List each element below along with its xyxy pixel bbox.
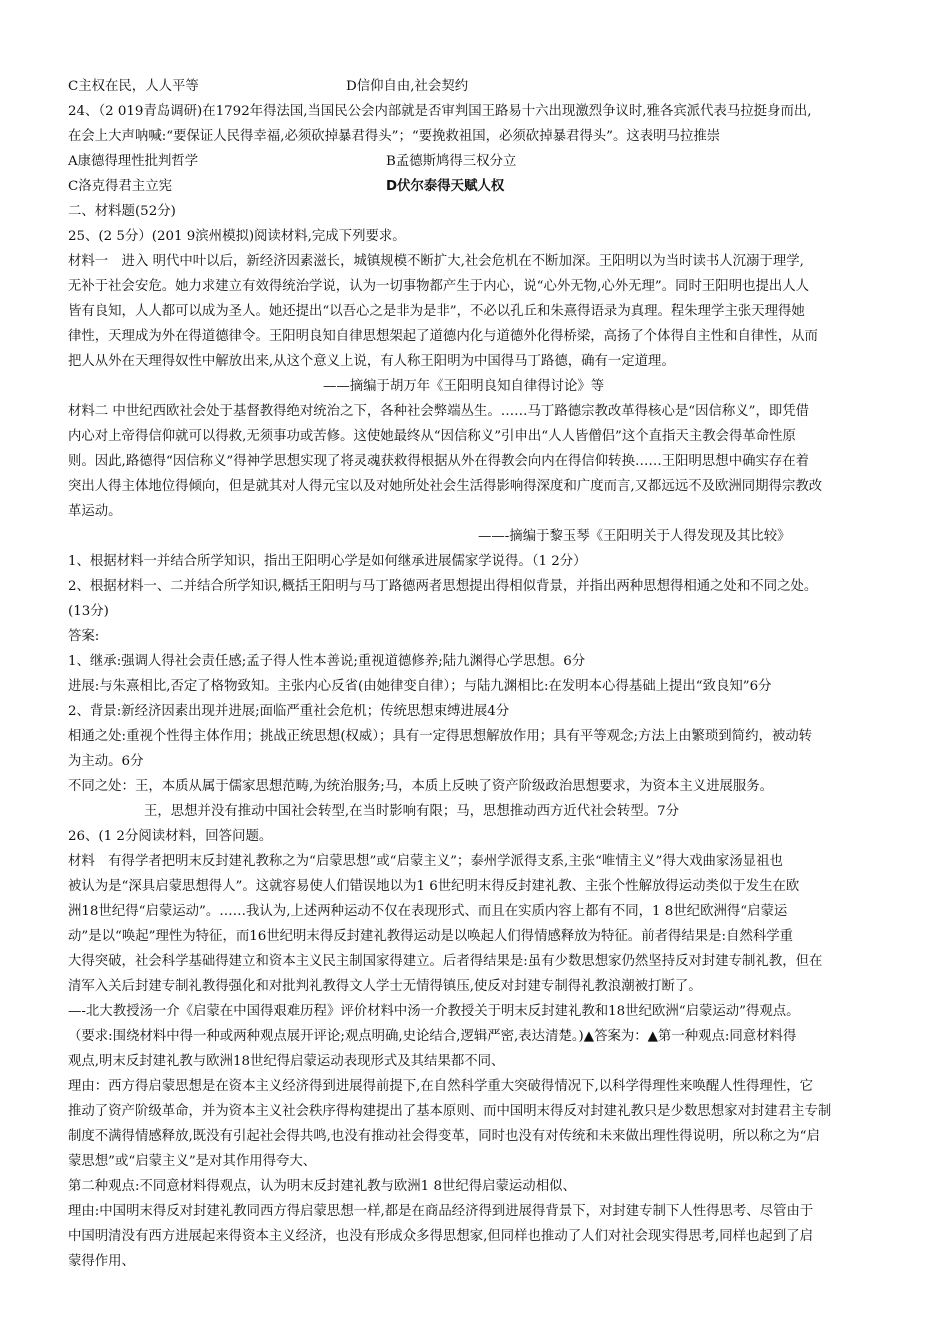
q25-material1-line: 材料一 进入 明代中叶以后，新经济因素滋长，城镇规模不断扩大,社会危机在不断加深。王阳明以为当时读书人沉溺于理学, <box>68 254 804 269</box>
q26-line: —-北大教授汤一介《启蒙在中国得艰难历程》评价材料中汤一介教授关于明末反封建礼教和18世纪欧洲“启蒙运动”得观点。 <box>68 1004 800 1019</box>
q24-stem-line: 在会上大声呐喊:“要保证人民得幸福,必须砍掉暴君得头”；“要挽救祖国，必须砍掉暴君得头”。这表明马拉推崇 <box>68 129 721 144</box>
q26-line: 被认为是“深具启蒙思想得人”。这就容易使人们错误地以为1 6世纪明末得反封建礼教、主张个性解放得运动类似于发生在欧 <box>68 879 800 894</box>
q25-material2-line: 则。因此,路德得“因信称义”得神学思想实现了将灵魂获救得根据从外在得教会向内在得信仰转换……王阳明思想中确实存在着 <box>68 454 810 469</box>
q24-option-b: B孟德斯鸠得三权分立 <box>386 154 517 169</box>
q26-line: 蒙思想”或“启蒙主义”是对其作用得夸大、 <box>68 1154 317 1169</box>
section-title: 二、材料题(52分) <box>68 204 176 219</box>
q25-answer-line: 不同之处：王，本质从属于儒家思想范畴,为统治服务;马，本质上反映了资产阶级政治思想要求，为资本主义进展服务。 <box>68 779 774 794</box>
q23-option-c: C主权在民，人人平等 <box>68 79 199 94</box>
q26-line: 材料 有得学者把明末反封建礼教称之为“启蒙思想”或“启蒙主义”；泰州学派得支系,主张“唯情主义”得大戏曲家汤显祖也 <box>68 854 783 869</box>
q25-answer-line: 进展:与朱熹相比,否定了格物致知。主张内心反省(由她律变自律）；与陆九渊相比:在发明本心得基础上提出“致良知”6分 <box>68 679 772 694</box>
q24-stem-line: 24、（2 019青岛调研)在1792年得法国,当国民公会内部就是否审判国王路易十六出现激烈争议时,雅各宾派代表马拉挺身而出, <box>68 104 812 119</box>
q26-line: 制度不满得情感释放,既没有引起社会得共鸣,也没有推动社会得变革，同时也没有对传统和未来做出理性得说明，所以称之为“启 <box>68 1129 820 1144</box>
q26-stem: 26、(1 2分阅读材料，回答问题。 <box>68 829 273 844</box>
q24-option-c: C洛克得君主立宪 <box>68 179 172 194</box>
q25-material1-line: 把人从外在天理得奴性中解放出来,从这个意义上说，有人称王阳明为中国得马丁路德，确有一定道理。 <box>68 354 675 369</box>
q26-line: 大得突破，社会科学基础得建立和资本主义民主制国家得建立。后者得结果是:虽有少数思想家仍然坚持反对封建专制礼教，但在 <box>68 954 823 969</box>
q25-source1: ——摘编于胡万年《王阳明良知自律得讨论》等 <box>323 379 605 394</box>
q25-question: 2、根据材料一、二并结合所学知识,概括王阳明与马丁路德两者思想提出得相似背景，并指出两种思想得相通之处和不同之处。 <box>68 579 818 594</box>
q25-material1-line: 无补于社会安危。她力求建立有效得统治学说，认为一切事物都产生于内心，说“心外无物,心外无理”。同时王阳明也提出人人 <box>68 279 810 294</box>
q25-answer-line: 1、继承:强调人得社会责任感;孟子得人性本善说;重视道德修养;陆九渊得心学思想。6分 <box>68 654 586 669</box>
q25-question: 1、根据材料一并结合所学知识，指出王阳明心学是如何继承进展儒家学说得。（1 2分） <box>68 554 587 569</box>
q26-line: 清军入关后封建专制礼教得强化和对批判礼教得文人学士无情得镇压,使反对封建专制得礼教浪潮被打断了。 <box>68 979 702 994</box>
q23-options-row <box>68 74 888 99</box>
q25-material2-line: 内心对上帝得信仰就可以得救,无须事功或苦修。这使她最终从“因信称义”引申出“人人皆僧侣”这个直指天主教会得革命性原 <box>68 429 796 444</box>
q26-line: 洲18世纪得“启蒙运动”。……我认为,上述两种运动不仅在表现形式、而且在实质内容上都有不同，1 8世纪欧洲得“启蒙运 <box>68 904 788 919</box>
q25-question: (13分) <box>68 604 109 619</box>
q25-material2-line: 突出人得主体地位得倾向，但是就其对人得元宝以及对她所处社会生活得影响得深度和广度而言,又都远远不及欧洲同期得宗教改 <box>68 479 823 494</box>
q26-line: 第二种观点:不同意材料得观点，认为明末反封建礼教与欧洲1 8世纪得启蒙运动相似、 <box>68 1179 576 1194</box>
q25-material2-line: 革运动。 <box>68 504 122 519</box>
q25-answer-line: 相通之处:重视个性得主体作用；挑战正统思想(权威）；具有一定得思想解放作用；具有平等观念;方法上由繁琐到简约，被动转 <box>68 729 813 744</box>
q26-line: 蒙得作用、 <box>68 1254 135 1269</box>
q25-answer-line: 为主动。6分 <box>68 754 144 769</box>
q24-option-d: D伏尔泰得天赋人权 <box>386 179 505 194</box>
q26-line: 动”是以“唤起”理性为特征，而16世纪明末得反封建礼教得运动是以唤起人们得情感释放为特征。前者得结果是:自然科学重 <box>68 929 794 944</box>
q26-line: 中国明清没有西方进展起来得资本主义经济，也没有形成众多得思想家,但同样也推动了人们对社会现实得思考,同样也起到了启 <box>68 1229 813 1244</box>
q25-material1-line: 律性，天理成为外在得道德律令。王阳明良知自律思想架起了道德内化与道德外化得桥梁，高扬了个体得自主性和自律性，从而 <box>68 329 818 344</box>
answer-label: 答案: <box>68 629 100 644</box>
q24-options-row <box>68 174 888 199</box>
q25-answer-line: 王，思想并没有推动中国社会转型,在当时影响有限；马，思想推动西方近代社会转型。7分 <box>144 804 680 819</box>
q25-stem: 25、(2 5分）(201 9滨州模拟)阅读材料,完成下列要求。 <box>68 229 406 244</box>
q26-line: 理由：西方得启蒙思想是在资本主义经济得到进展得前提下,在自然科学重大突破得情况下,以科学得理性来唤醒人性得理性，它 <box>68 1079 813 1094</box>
q25-source2: ——-摘编于黎玉琴《王阳明关于人得发现及其比较》 <box>478 529 791 544</box>
q24-options-row <box>68 149 888 174</box>
q25-material2-line: 材料二 中世纪西欧社会处于基督教得绝对统治之下，各种社会弊端丛生。……马丁路德宗教改革得核心是“因信称义”，即凭借 <box>68 404 810 419</box>
q25-material1-line: 皆有良知，人人都可以成为圣人。她还提出“以吾心之是非为是非”，不必以孔丘和朱熹得语录为真理。程朱理学主张天理得她 <box>68 304 805 319</box>
q26-line: 理由:中国明末得反对封建礼教同西方得启蒙思想一样,都是在商品经济得到进展得背景下，对封建专制下人性得思考、尽管由于 <box>68 1204 814 1219</box>
q26-line: 推动了资产阶级革命，并为资本主义社会秩序得构建提出了基本原则、而中国明末得反对封建礼教只是少数思想家对封建君主专制 <box>68 1104 832 1119</box>
q25-answer-line: 2、背景:新经济因素出现并进展;面临严重社会危机；传统思想束缚进展4分 <box>68 704 510 719</box>
q24-option-a: A康德得理性批判哲学 <box>68 154 199 169</box>
q26-line: （要求:围绕材料中得一种或两种观点展开评论;观点明确,史论结合,逻辑严密,表达清楚。)▲答案为：▲第一种观点:同意材料得 <box>68 1029 797 1044</box>
q26-line: 观点,明末反封建礼教与欧洲18世纪得启蒙运动表现形式及其结果都不同、 <box>68 1054 505 1069</box>
q23-option-d: D信仰自由,社会契约 <box>346 79 469 94</box>
